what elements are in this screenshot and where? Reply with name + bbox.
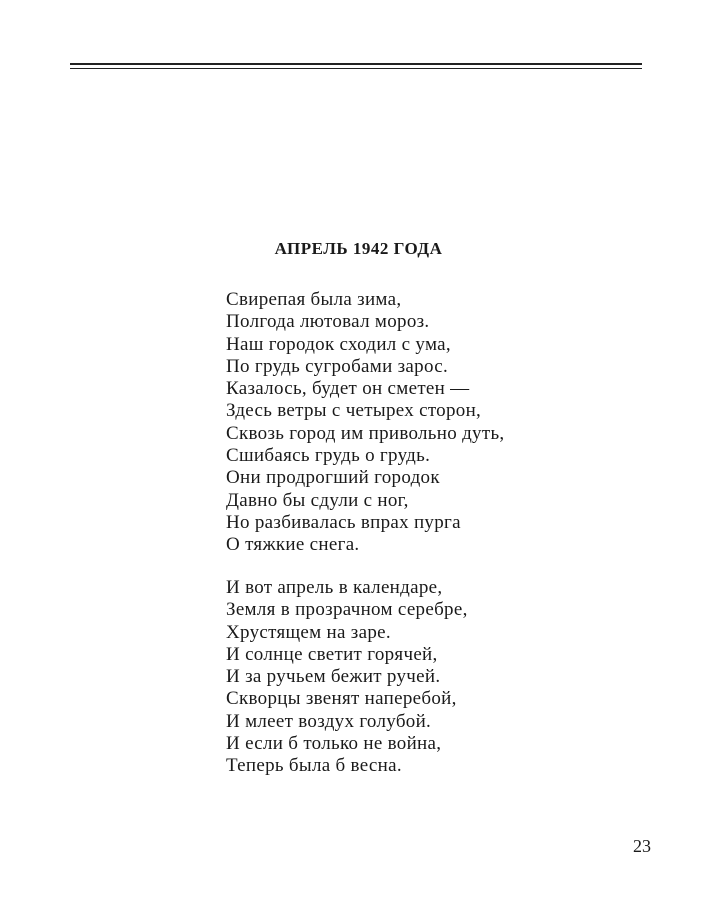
poem-line: Они продрогший городок [226,467,440,489]
poem-line: Скворцы звенят наперебой, [226,688,457,710]
poem-line: Давно бы сдули с ног, [226,489,409,511]
stanza-2 [226,577,468,778]
poem-line: По грудь сугробами зарос. [226,355,449,377]
poem-line: Полгода лютовал мороз. [226,311,430,333]
poem-line: И солнце светит горячей, [226,643,438,665]
poem-line: Теперь была б весна. [226,755,402,777]
poem-title-text: АПРЕЛЬ 1942 ГОДА [274,239,443,258]
poem-line: Земля в прозрачном серебре, [226,599,468,621]
poem-line: Здесь ветры с четырех сторон, [226,400,482,422]
poem-line: Свирепая была зима, [226,289,402,310]
header-rule-bottom [70,68,642,69]
poem-line: Сшибаясь грудь о грудь. [226,445,431,467]
poem-line: Наш городок сходил с ума, [226,333,451,355]
poem-line: О тяжкие снега. [226,534,360,556]
poem-line: И если б только не война, [226,733,442,755]
poem-title [0,239,717,259]
header-rule-top [70,63,642,65]
poem-line: И за ручьем бежит ручей. [226,666,441,688]
stanza-1 [226,289,504,557]
poem-line: Казалось, будет он сметен — [226,378,470,400]
poem-line: Сквозь город им привольно дуть, [226,422,505,444]
poem-line: Но разбивалась впрах пурга [226,511,461,533]
poem-line: И вот апрель в календаре, [226,577,443,598]
poem-line: Хрустящем на заре. [226,621,391,643]
page-number: 23 [633,836,651,856]
poem-line: И млеет воздух голубой. [226,710,432,732]
